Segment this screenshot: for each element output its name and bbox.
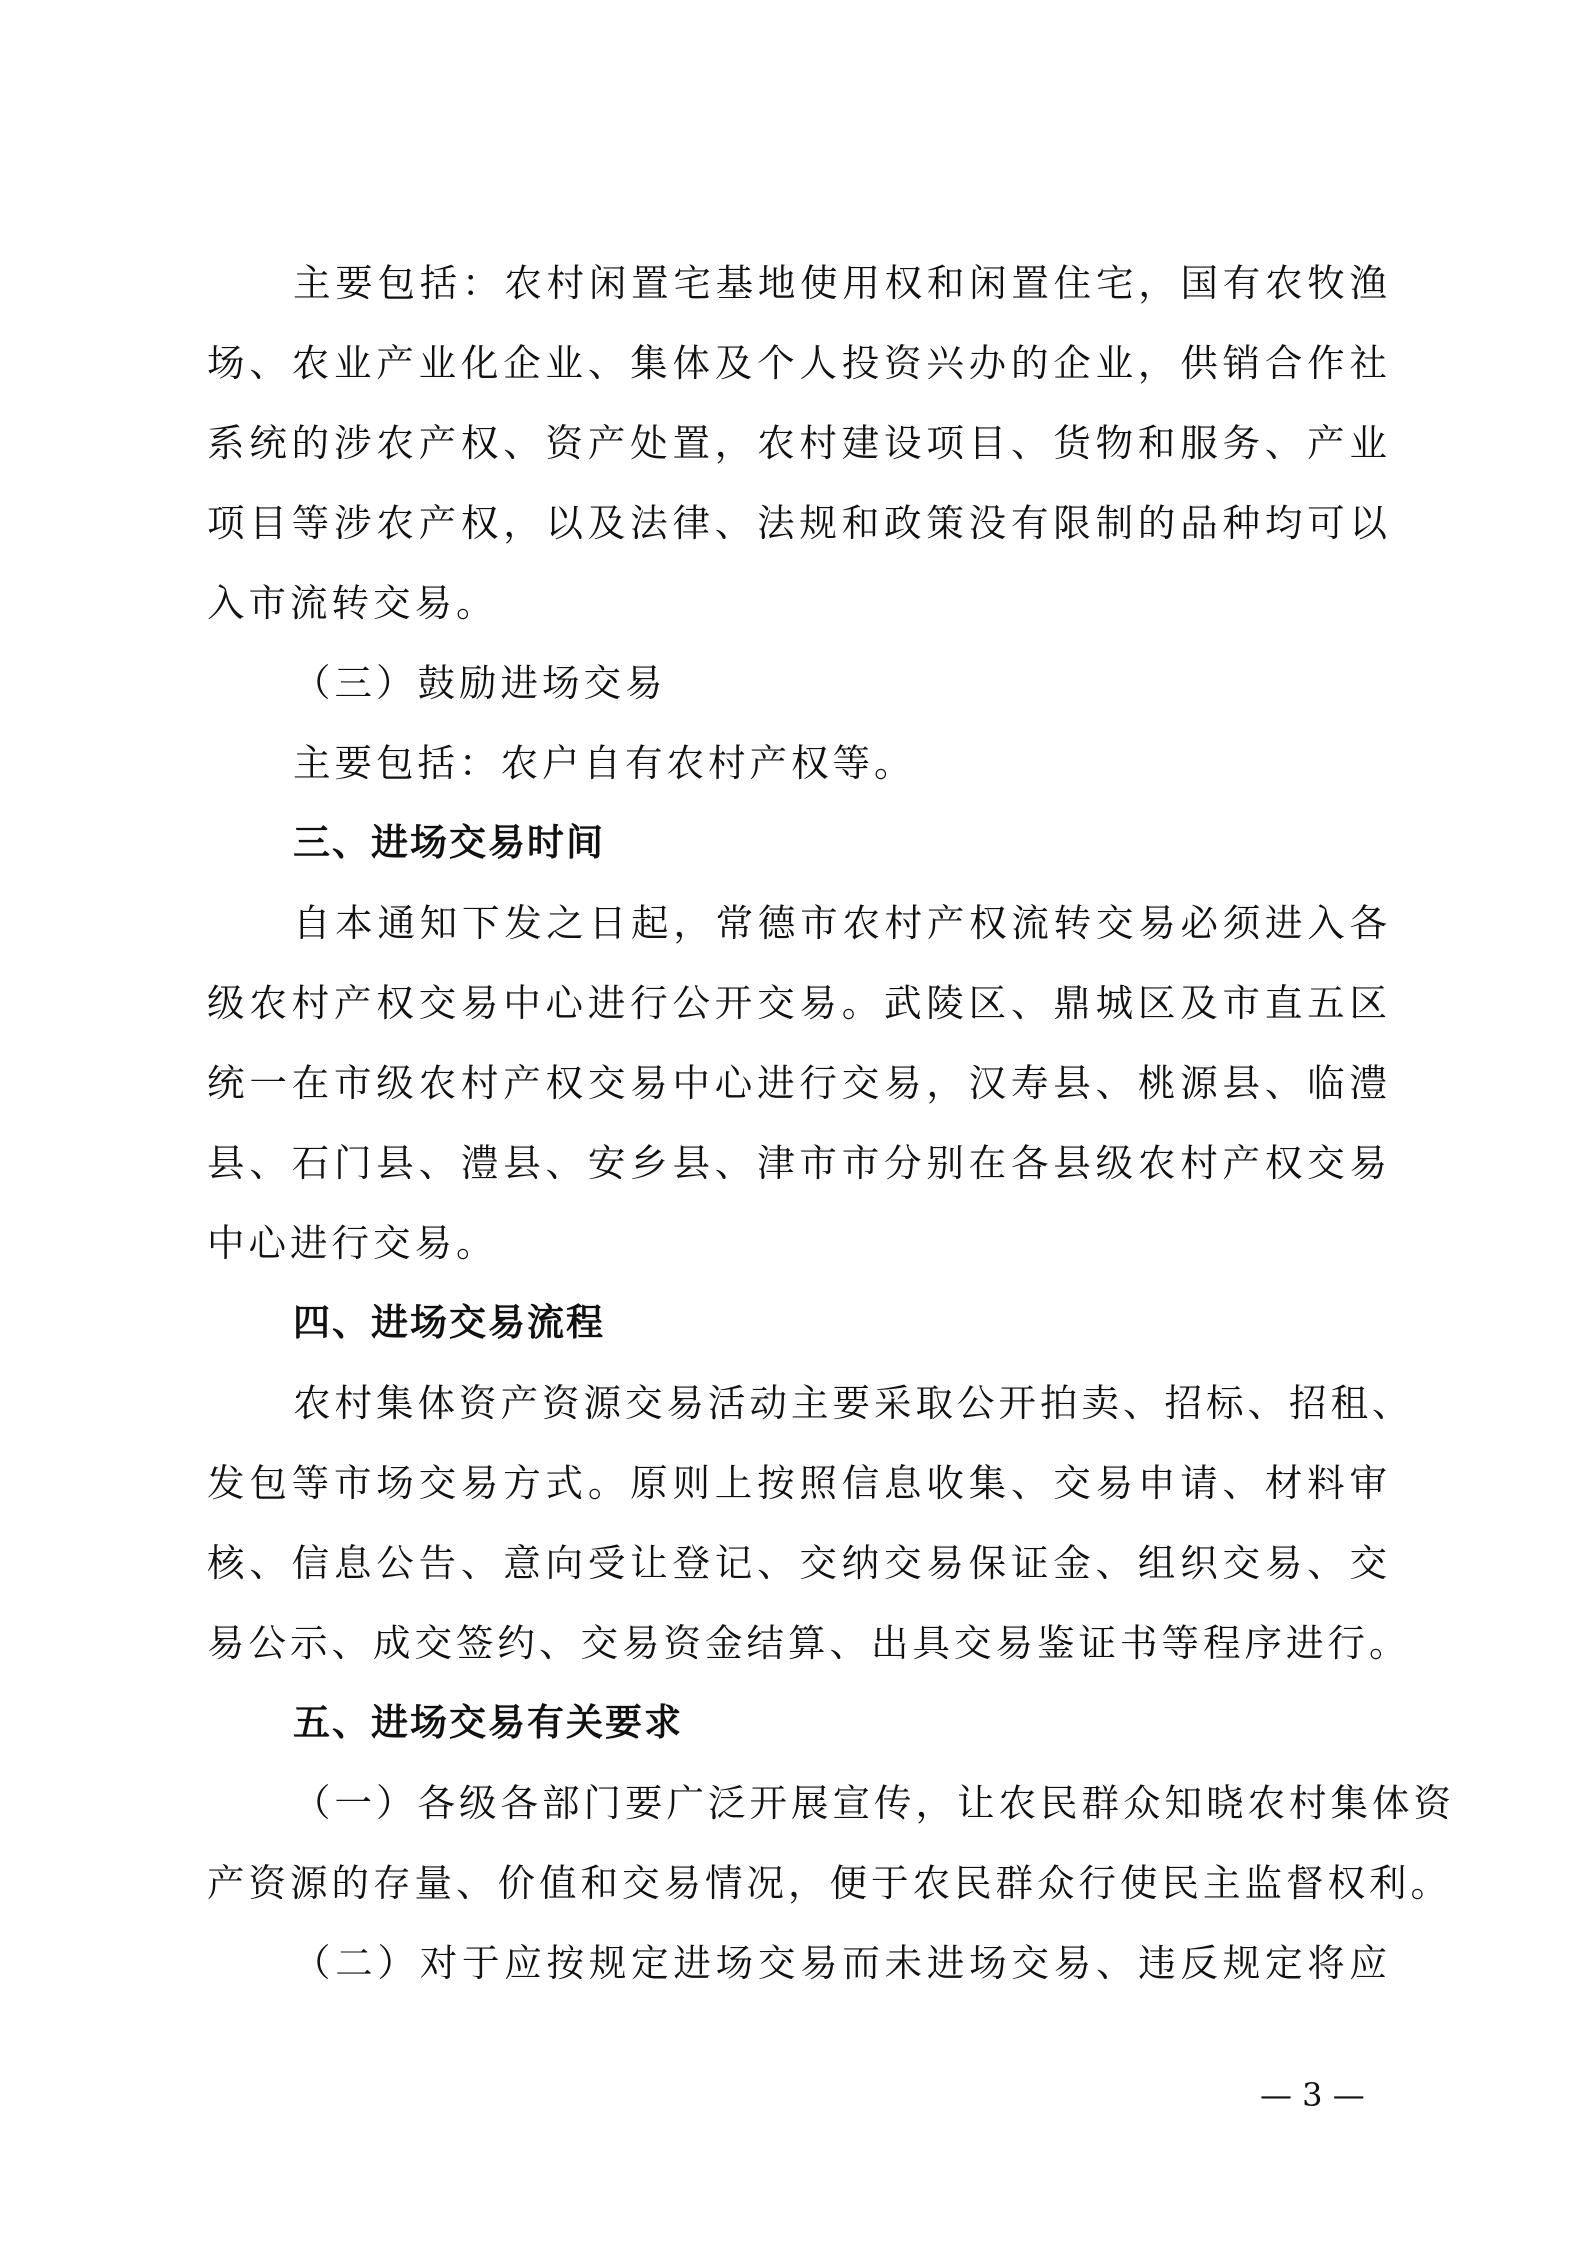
- body-text-line: 场、农业产业化企业、集体及个人投资兴办的企业，供销合作社: [207, 341, 1391, 385]
- body-text-line: 项目等涉农产权，以及法律、法规和政策没有限制的品种均可以: [207, 501, 1391, 545]
- body-text-line: 中心进行交易。: [207, 1221, 498, 1265]
- body-text-line: 县、石门县、澧县、安乡县、津市市分别在各县级农村产权交易: [207, 1141, 1391, 1185]
- subsection-title: （三）鼓励进场交易: [293, 661, 667, 705]
- body-text-line: （二）对于应按规定进场交易而未进场交易、违反规定将应: [293, 1941, 1391, 1985]
- body-text-line: 主要包括：农村闲置宅基地使用权和闲置住宅，国有农牧渔: [293, 261, 1391, 305]
- body-text-line: 统一在市级农村产权交易中心进行交易，汉寿县、桃源县、临澧: [207, 1061, 1391, 1105]
- body-text-line: 系统的涉农产权、资产处置，农村建设项目、货物和服务、产业: [207, 421, 1391, 465]
- body-text-line: （一）各级各部门要广泛开展宣传，让农民群众知晓农村集体资: [293, 1781, 1455, 1825]
- section-heading-3: 三、进场交易时间: [293, 821, 605, 864]
- body-text-line: 易公示、成交签约、交易资金结算、出具交易鉴证书等程序进行。: [207, 1621, 1411, 1665]
- body-text-line: 农村集体资产资源交易活动主要采取公开拍卖、招标、招租、: [293, 1381, 1414, 1425]
- body-text-line: 入市流转交易。: [207, 581, 498, 625]
- body-text-line: 级农村产权交易中心进行公开交易。武陵区、鼎城区及市直五区: [207, 981, 1391, 1025]
- section-heading-4: 四、进场交易流程: [293, 1301, 605, 1344]
- body-text-line: 发包等市场交易方式。原则上按照信息收集、交易申请、材料审: [207, 1461, 1391, 1505]
- page-number: — 3 —: [1260, 2076, 1365, 2114]
- body-text-line: 核、信息公告、意向受让登记、交纳交易保证金、组织交易、交: [207, 1541, 1391, 1585]
- document-body: [207, 243, 1455, 2003]
- section-heading-5: 五、进场交易有关要求: [293, 1701, 683, 1744]
- body-text-line: 主要包括：农户自有农村产权等。: [293, 741, 916, 785]
- body-text-line: 自本通知下发之日起，常德市农村产权流转交易必须进入各: [293, 901, 1391, 945]
- body-text-line: 产资源的存量、价值和交易情况，便于农民群众行使民主监督权利。: [207, 1861, 1452, 1905]
